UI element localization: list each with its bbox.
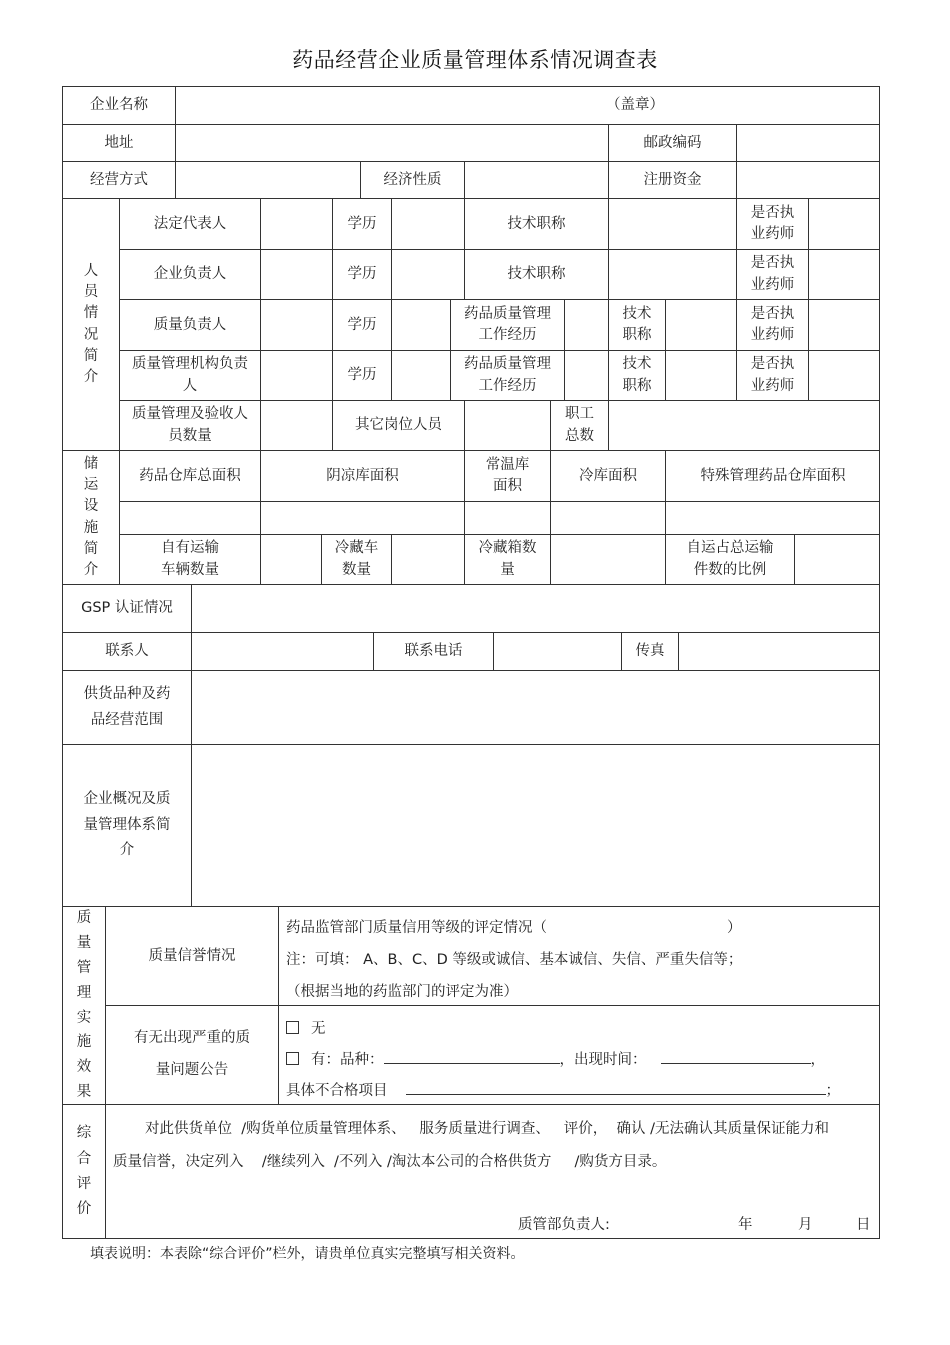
qm-experience-label: 药品质量管理工作经历 [450,350,564,400]
education-label: 学历 [332,299,391,350]
tech-title-label: 技术职称 [464,198,608,249]
tech-title-label: 技术职称 [608,350,665,400]
own-vehicles-label: 自有运输车辆数量 [119,534,260,584]
option-yes[interactable]: 有：品种： ，出现时间： ， [286,1048,825,1069]
fax-field[interactable] [678,632,880,670]
checkbox-yes[interactable] [286,1052,299,1065]
tech-title-field[interactable] [608,198,736,249]
evaluation-text-2: 质量信誉，决定列入 /继续列入 /不列入 /淘汰本公司的合格供货方 /购货方目录。 [113,1154,667,1170]
qm-effect-section-label: 质量管理实施效果 [62,906,105,1104]
postcode-field[interactable] [736,124,880,161]
special-area-field[interactable] [665,501,880,534]
time-blank[interactable] [661,1049,811,1064]
licensed-pharmacist-field[interactable] [808,350,880,400]
cool-area-field[interactable] [260,501,464,534]
credit-line-3: （根据当地的药监部门的评定为准） [286,984,518,1000]
personnel-section-label: 人员情况简介 [62,198,119,450]
cold-vehicles-label: 冷藏车数量 [321,534,391,584]
fax-label: 传真 [621,632,678,670]
seal-note: （盖章） [606,97,664,114]
credit-label: 质量信誉情况 [105,906,278,1005]
education-field[interactable] [391,198,464,249]
licensed-pharmacist-label: 是否执业药师 [736,198,808,249]
cold-boxes-label: 冷藏箱数量 [464,534,550,584]
other-staff-label: 其它岗位人员 [332,400,464,450]
contact-phone-field[interactable] [493,632,621,670]
qm-org-head-field[interactable] [260,350,332,400]
licensed-pharmacist-label: 是否执业药师 [736,350,808,400]
supply-scope-field[interactable] [191,670,880,744]
fail-items-blank[interactable] [406,1080,826,1095]
issue-label: 有无出现严重的质量问题公告 [105,1005,278,1104]
credit-line-1: 药品监管部门质量信用等级的评定情况（ ） [286,920,742,936]
company-head-label: 企业负责人 [119,249,260,299]
cold-area-field[interactable] [550,501,665,534]
address-field[interactable] [175,124,608,161]
overview-field[interactable] [191,744,880,906]
self-transport-ratio-field[interactable] [794,534,880,584]
normal-temp-area-field[interactable] [464,501,550,534]
company-name-label: 企业名称 [62,86,175,124]
supply-scope-label: 供货品种及药品经营范围 [62,670,191,744]
company-name-field[interactable] [175,86,880,124]
special-area-label: 特殊管理药品仓库面积 [665,450,880,501]
footnote: 填表说明：本表除“综合评价”栏外，请贵单位真实完整填写相关资料。 [90,1246,525,1262]
other-staff-field[interactable] [464,400,550,450]
checkbox-none[interactable] [286,1021,299,1034]
education-label: 学历 [332,350,391,400]
self-transport-ratio-label: 自运占总运输件数的比例 [665,534,794,584]
signer-label: 质管部负责人: [518,1217,610,1233]
cold-boxes-field[interactable] [550,534,665,584]
evaluation-section-label: 综合评价 [62,1104,105,1239]
address-label: 地址 [62,124,175,161]
company-head-field[interactable] [260,249,332,299]
contact-person-field[interactable] [191,632,373,670]
tech-title-field[interactable] [608,249,736,299]
year-label: 年 [738,1217,753,1233]
cool-area-label: 阴凉库面积 [260,450,464,501]
qm-experience-field[interactable] [564,299,608,350]
contact-phone-label: 联系电话 [373,632,493,670]
tech-title-label: 技术职称 [464,249,608,299]
overview-label: 企业概况及质量管理体系简介 [62,744,191,906]
contact-person-label: 联系人 [62,632,191,670]
education-label: 学历 [332,249,391,299]
tech-title-field[interactable] [665,350,736,400]
warehouse-area-field[interactable] [119,501,260,534]
quality-head-label: 质量负责人 [119,299,260,350]
qm-experience-field[interactable] [564,350,608,400]
option-none[interactable]: 无 [286,1017,326,1038]
business-mode-field[interactable] [175,161,360,198]
qm-experience-label: 药品质量管理工作经历 [450,299,564,350]
licensed-pharmacist-label: 是否执业药师 [736,249,808,299]
licensed-pharmacist-field[interactable] [808,249,880,299]
credit-line-2: 注：可填： A、B、C、D 等级或诚信、基本诚信、失信、严重失信等； [286,952,743,968]
evaluation-text-1: 对此供货单位 /购货单位质量管理体系、 服务质量进行调查、 评价， 确认 /无法确认其质量保证能力和 [145,1121,829,1137]
qm-inspect-count-label: 质量管理及验收人员数量 [119,400,260,450]
legal-rep-field[interactable] [260,198,332,249]
own-vehicles-field[interactable] [260,534,321,584]
education-label: 学历 [332,198,391,249]
licensed-pharmacist-field[interactable] [808,299,880,350]
total-staff-label: 职工总数 [550,400,608,450]
qm-org-head-label: 质量管理机构负责人 [119,350,260,400]
education-field[interactable] [391,249,464,299]
variety-blank[interactable] [384,1049,560,1064]
fail-items-line: 具体不合格项目 ； [286,1079,840,1100]
cold-vehicles-field[interactable] [391,534,464,584]
gsp-label: GSP 认证情况 [62,584,191,632]
economic-nature-field[interactable] [464,161,608,198]
tech-title-field[interactable] [665,299,736,350]
quality-head-field[interactable] [260,299,332,350]
normal-temp-area-label: 常温库面积 [464,450,550,501]
legal-rep-label: 法定代表人 [119,198,260,249]
tech-title-label: 技术职称 [608,299,665,350]
gsp-field[interactable] [191,584,880,632]
day-label: 日 [856,1217,871,1233]
licensed-pharmacist-field[interactable] [808,198,880,249]
economic-nature-label: 经济性质 [360,161,464,198]
storage-section-label: 储运设施简介 [62,450,119,584]
education-field[interactable] [391,299,450,350]
qm-inspect-count-field[interactable] [260,400,332,450]
warehouse-area-label: 药品仓库总面积 [119,450,260,501]
registered-capital-field[interactable] [736,161,880,198]
month-label: 月 [798,1217,813,1233]
page-title: 药品经营企业质量管理体系情况调查表 [292,48,658,72]
business-mode-label: 经营方式 [62,161,175,198]
total-staff-field[interactable] [608,400,880,450]
licensed-pharmacist-label: 是否执业药师 [736,299,808,350]
registered-capital-label: 注册资金 [608,161,736,198]
postcode-label: 邮政编码 [608,124,736,161]
education-field[interactable] [391,350,450,400]
cold-area-label: 冷库面积 [550,450,665,501]
